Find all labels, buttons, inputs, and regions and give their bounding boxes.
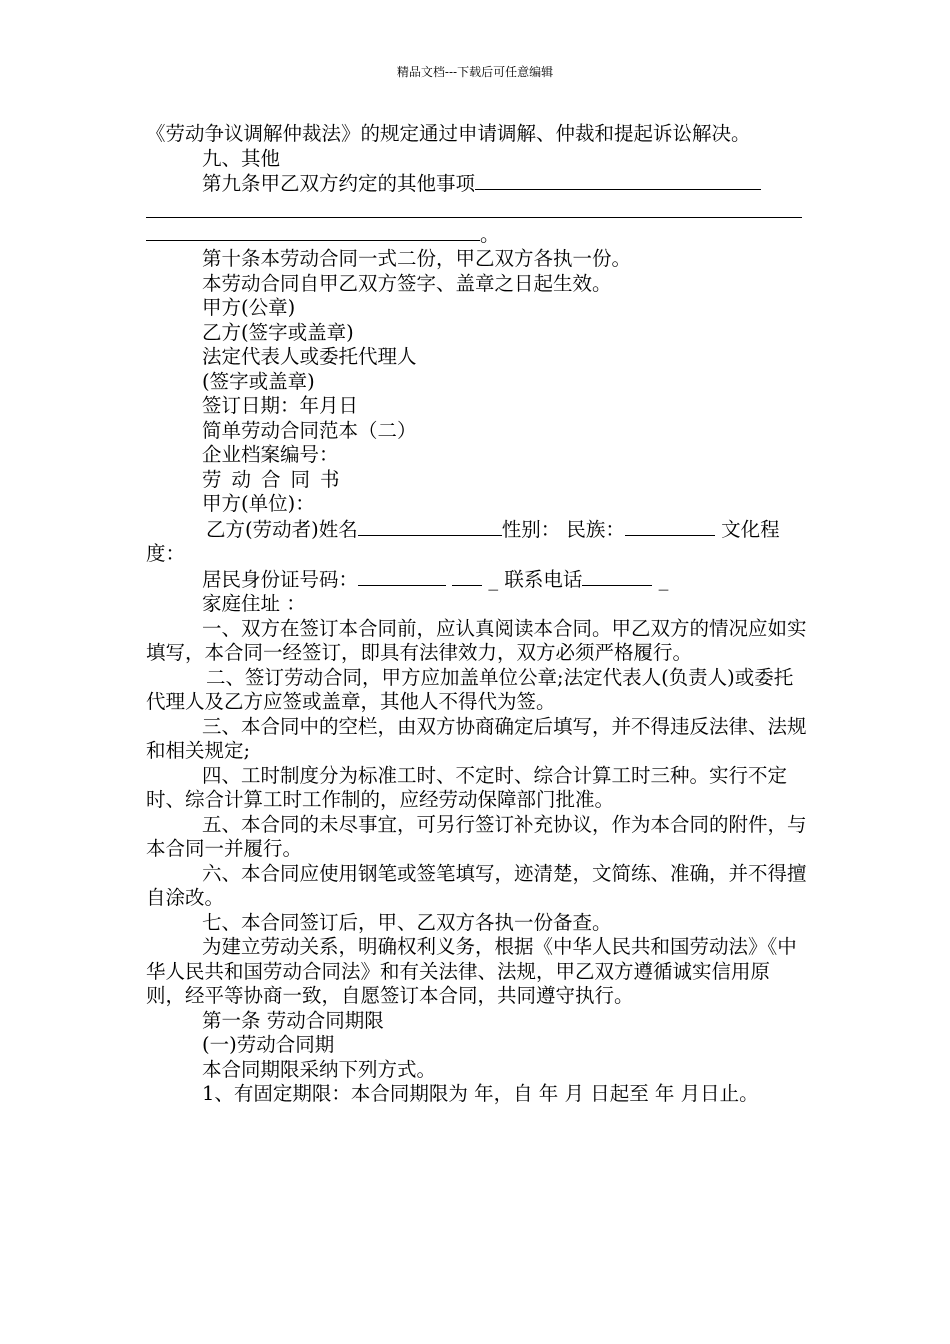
fill-blank bbox=[146, 222, 480, 241]
paragraph: 第十条本劳动合同一式二份，甲乙双方各执一份。 bbox=[202, 247, 632, 270]
paragraph: 为建立劳动关系，明确权利义务，根据《中华人民共和国劳动法》《中华人民共和国劳动合同法》和有关法律、法规，甲乙双方遵循诚实信用原则，经平等协商一致，自愿签订本合同，共同遵守执行。 bbox=[146, 935, 797, 1007]
section-heading: 九、其他 bbox=[202, 146, 281, 170]
party-b-info bbox=[146, 517, 808, 567]
gender-ethnicity-label: 性别： 民族： bbox=[501, 517, 625, 541]
legal-representative: 法定代表人或委托代理人 bbox=[202, 345, 417, 368]
party-a-unit: 甲方(单位)： bbox=[202, 492, 315, 515]
id-phone-row bbox=[146, 567, 808, 593]
home-address: 家庭住址 ： bbox=[202, 592, 306, 615]
fill-blank bbox=[358, 517, 502, 536]
line-end-mark: 。 bbox=[480, 222, 500, 246]
paragraph: 《劳动争议调解仲裁法》的规定通过申请调解、仲裁和提起诉讼解决。 bbox=[146, 122, 751, 145]
document-body bbox=[146, 122, 808, 1107]
paragraph: 五、本合同的未尽事宜，可另行签订补充协议，作为本合同的附件，与本合同一并履行。 bbox=[146, 812, 807, 860]
section-title: 简单劳动合同范本（二） bbox=[202, 418, 417, 442]
fill-blank bbox=[625, 517, 715, 536]
paragraph: 一、双方在签订本合同前，应认真阅读本合同。甲乙双方的情况应如实填写，本合同一经签订，即具有法律效力，双方必须严格履行。 bbox=[146, 616, 807, 664]
clause-label: 第九条甲乙双方约定的其他事项 bbox=[202, 172, 476, 195]
fill-blank bbox=[358, 567, 446, 586]
id-label: 居民身份证号码： bbox=[202, 567, 359, 591]
sign-or-seal: (签字或盖章) bbox=[202, 369, 315, 393]
paragraph: 本合同期限采纳下列方式。 bbox=[202, 1057, 437, 1081]
fill-blank-row bbox=[146, 222, 808, 248]
archive-number: 企业档案编号： bbox=[202, 443, 339, 466]
fill-blank-line bbox=[146, 197, 802, 218]
article-heading: 第一条 劳动合同期限 bbox=[202, 1008, 384, 1032]
paragraph: 二、签订劳动合同，甲方应加盖单位公章;法定代表人(负责人)或委托代理人及乙方应签或盖章，其他人不得代为签。 bbox=[146, 665, 794, 713]
clause-other-matters bbox=[146, 171, 808, 197]
sub-heading: (一)劳动合同期 bbox=[202, 1033, 335, 1056]
paragraph: 六、本合同应使用钢笔或签笔填写，迹清楚，文简练、准确，并不得擅自涂改。 bbox=[146, 861, 807, 909]
contract-title: 劳动合同书 bbox=[202, 467, 350, 491]
paragraph: 四、工时制度分为标准工时、不定时、综合计算工时三种。实行不定时、综合计算工时工作制的，应经劳动保障部门批准。 bbox=[146, 763, 788, 811]
paragraph: 本劳动合同自甲乙双方签字、盖章之日起生效。 bbox=[202, 271, 612, 295]
fill-blank bbox=[475, 171, 761, 190]
party-b-sign: 乙方(签字或盖章) bbox=[202, 320, 354, 344]
paragraph: 三、本合同中的空栏，由双方协商确定后填写，并不得违反法律、法规和相关规定; bbox=[146, 714, 807, 762]
party-a-seal: 甲方(公章) bbox=[202, 296, 296, 319]
paragraph: 1、有固定期限：本合同期限为 年，自 年 月 日起至 年 月日止。 bbox=[202, 1082, 759, 1105]
paragraph: 七、本合同签订后，甲、乙双方各执一份备查。 bbox=[202, 910, 612, 934]
phone-label: _ 联系电话 bbox=[488, 567, 583, 591]
trailing-mark: _ bbox=[652, 567, 669, 591]
fill-blank bbox=[452, 567, 482, 586]
education-label: 文化程度： bbox=[146, 517, 780, 565]
name-label: 乙方(劳动者)姓名 bbox=[206, 517, 358, 541]
page-header: 精品文档---下载后可任意编辑 bbox=[396, 65, 554, 79]
signing-date: 签订日期：年月日 bbox=[202, 394, 359, 417]
fill-blank bbox=[582, 567, 652, 586]
